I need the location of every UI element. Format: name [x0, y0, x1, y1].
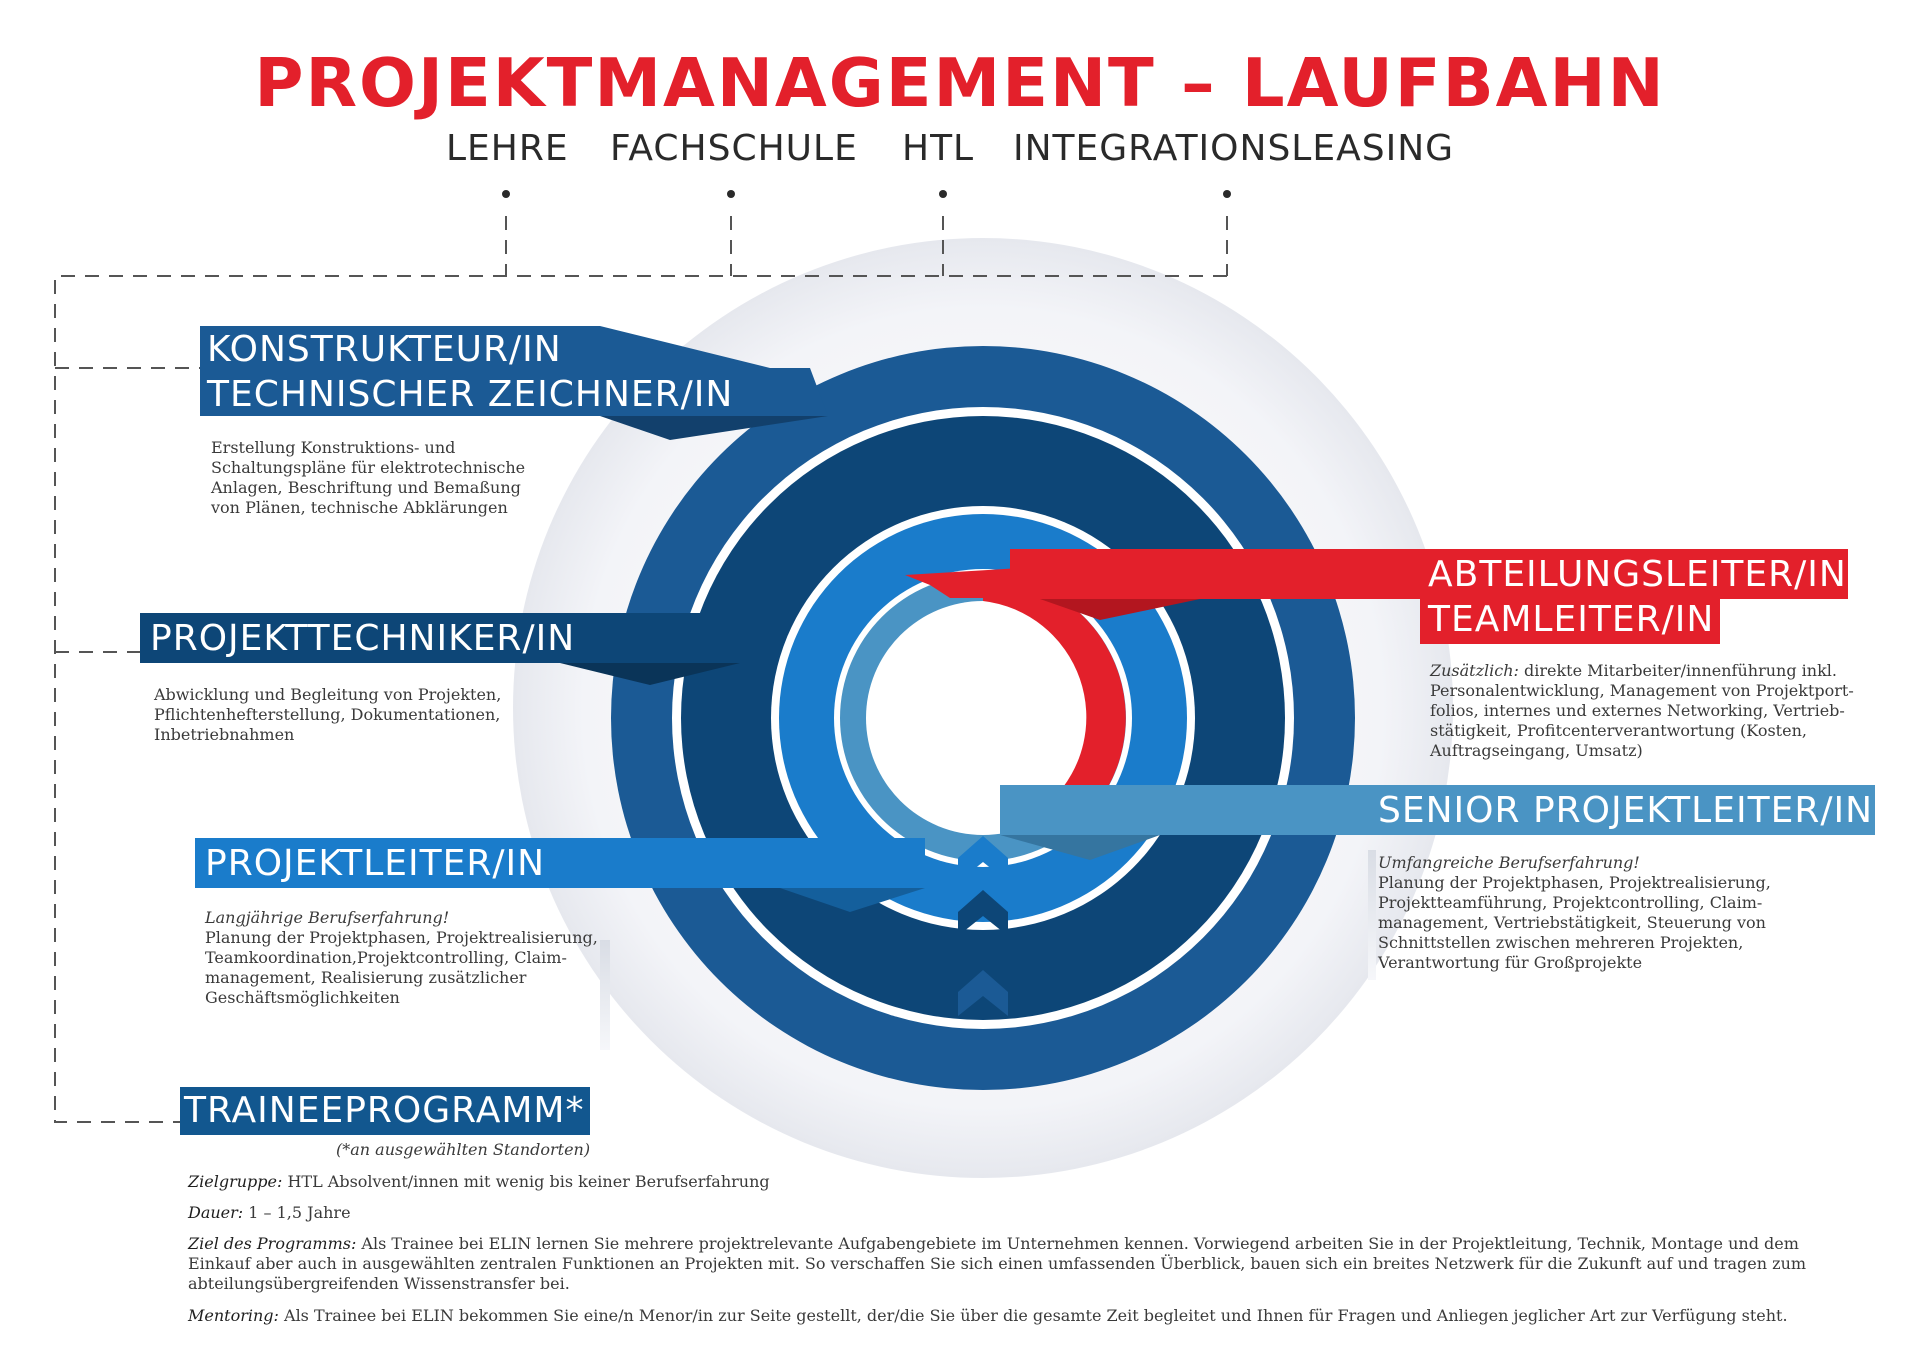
desc-lead-text: Langjährige Berufserfahrung! — [205, 908, 450, 927]
desc-line: Projektteamführung, Projektcontrolling, Claim- — [1378, 893, 1763, 912]
connector-dots — [502, 190, 1231, 198]
dot-fachschule — [727, 190, 735, 198]
role-konstrukteur-title: KONSTRUKTEUR/IN — [207, 329, 562, 370]
desc-line: management, Vertriebstätigkeit, Steuerung von — [1378, 913, 1766, 932]
desc-line: stätigkeit, Profitcenterverantwortung (Kosten, — [1430, 721, 1807, 740]
entry-path-integrationsleasing: INTEGRATIONSLEASING — [1013, 128, 1455, 169]
role-senior-title: SENIOR PROJEKTLEITER/IN — [1378, 790, 1874, 831]
dot-integrationsleasing — [1223, 190, 1231, 198]
detail-label: Dauer: — [188, 1203, 244, 1222]
entry-path-fachschule: FACHSCHULE — [610, 128, 858, 169]
desc-line: Auftragseingang, Umsatz) — [1430, 741, 1643, 760]
role-abteilungsleiter-title: ABTEILUNGSLEITER/IN — [1428, 554, 1847, 595]
desc-lead-text: Zusätzlich: — [1430, 661, 1519, 680]
role-konstrukteur-subtitle: TECHNISCHER ZEICHNER/IN — [207, 374, 734, 415]
desc-line: Schnittstellen zwischen mehreren Projekten, — [1378, 933, 1744, 952]
desc-line — [1430, 661, 1854, 681]
desc-lead — [1378, 853, 1771, 873]
desc-line: Anlagen, Beschriftung und Bemaßung — [211, 478, 521, 497]
desc-line: Personalentwicklung, Management von Projektport- — [1430, 681, 1854, 700]
role-projektleiter-desc — [205, 908, 598, 1008]
entry-path-lehre: LEHRE — [446, 128, 569, 169]
role-abteilungsleiter-desc — [1430, 661, 1854, 761]
role-trainee-note: (*an ausgewählten Standorten) — [336, 1140, 591, 1159]
desc-line: folios, internes und externes Networking, Vertrieb- — [1430, 701, 1845, 720]
desc-line: Schaltungspläne für elektrotechnische — [211, 458, 526, 477]
desc-line: von Plänen, technische Abklärungen — [211, 498, 508, 517]
role-senior-desc — [1378, 853, 1771, 973]
dot-htl — [939, 190, 947, 198]
trainee-ziel — [188, 1234, 1828, 1294]
desc-line: Verantwortung für Großprojekte — [1378, 953, 1643, 972]
detail-label: Ziel des Programms: — [188, 1234, 357, 1253]
entry-path-htl: HTL — [902, 128, 975, 169]
detail-text: Als Trainee bei ELIN lernen Sie mehrere projektrelevante Aufgabengebiete im Unternehmen kennen. Vorwiegend arbeiten Sie in der Projektleitung, Technik, Montage und dem Einkauf aber auch in ausgewählten zentralen Funktionen an Projekten mit. So verschaffen Sie sich einen umfassenden Überblick, bauen sich ein breites Netzwerk für die Zukunft auf und tragen zum abteilungsübergreifenden Wissenstransfer bei. — [188, 1234, 1807, 1293]
role-abteilungsleiter-subtitle: TEAMLEITER/IN — [1428, 599, 1715, 640]
page-title: PROJEKTMANAGEMENT – LAUFBAHN — [254, 44, 1666, 122]
role-projekttechniker-title: PROJEKTTECHNIKER/IN — [150, 618, 576, 659]
desc-line: management, Realisierung zusätzlicher — [205, 968, 527, 987]
card-shadow-projektleiter — [600, 940, 610, 1050]
desc-lead-text: Umfangreiche Berufserfahrung! — [1378, 853, 1640, 872]
dot-lehre — [502, 190, 510, 198]
desc-line: Geschäftsmöglichkeiten — [205, 988, 400, 1007]
desc-line: Pflichtenhefterstellung, Dokumentationen, — [154, 705, 501, 724]
desc-line: Abwicklung und Begleitung von Projekten, — [154, 685, 502, 704]
detail-label: Mentoring: — [188, 1306, 279, 1325]
desc-line: Erstellung Konstruktions- und — [211, 438, 456, 457]
trainee-dauer — [188, 1203, 1828, 1223]
role-trainee-title: TRAINEEPROGRAMM* — [184, 1090, 585, 1131]
desc-line: Teamkoordination,Projektcontrolling, Claim- — [205, 948, 567, 967]
desc-line: Inbetriebnahmen — [154, 725, 295, 744]
trainee-mentoring — [188, 1306, 1828, 1326]
detail-text: HTL Absolvent/innen mit wenig bis keiner Berufserfahrung — [282, 1172, 770, 1191]
desc-text: direkte Mitarbeiter/innenführung inkl. — [1518, 661, 1837, 680]
role-konstrukteur-desc — [211, 438, 525, 518]
detail-label: Zielgruppe: — [188, 1172, 283, 1191]
detail-text: 1 – 1,5 Jahre — [243, 1203, 351, 1222]
role-projektleiter-title: PROJEKTLEITER/IN — [205, 843, 546, 884]
card-shadow-senior — [1368, 850, 1376, 980]
trainee-zielgruppe — [188, 1172, 1828, 1192]
desc-lead — [205, 908, 598, 928]
desc-line: Planung der Projektphasen, Projektrealisierung, — [1378, 873, 1771, 892]
desc-line: Planung der Projektphasen, Projektrealisierung, — [205, 928, 598, 947]
detail-text: Als Trainee bei ELIN bekommen Sie eine/n Menor/in zur Seite gestellt, der/die Sie über die gesamte Zeit begleitet und Ihnen für Fragen und Anliegen jeglicher Art zur Verfügung steht. — [278, 1306, 1788, 1325]
role-projekttechniker-desc — [154, 685, 501, 745]
